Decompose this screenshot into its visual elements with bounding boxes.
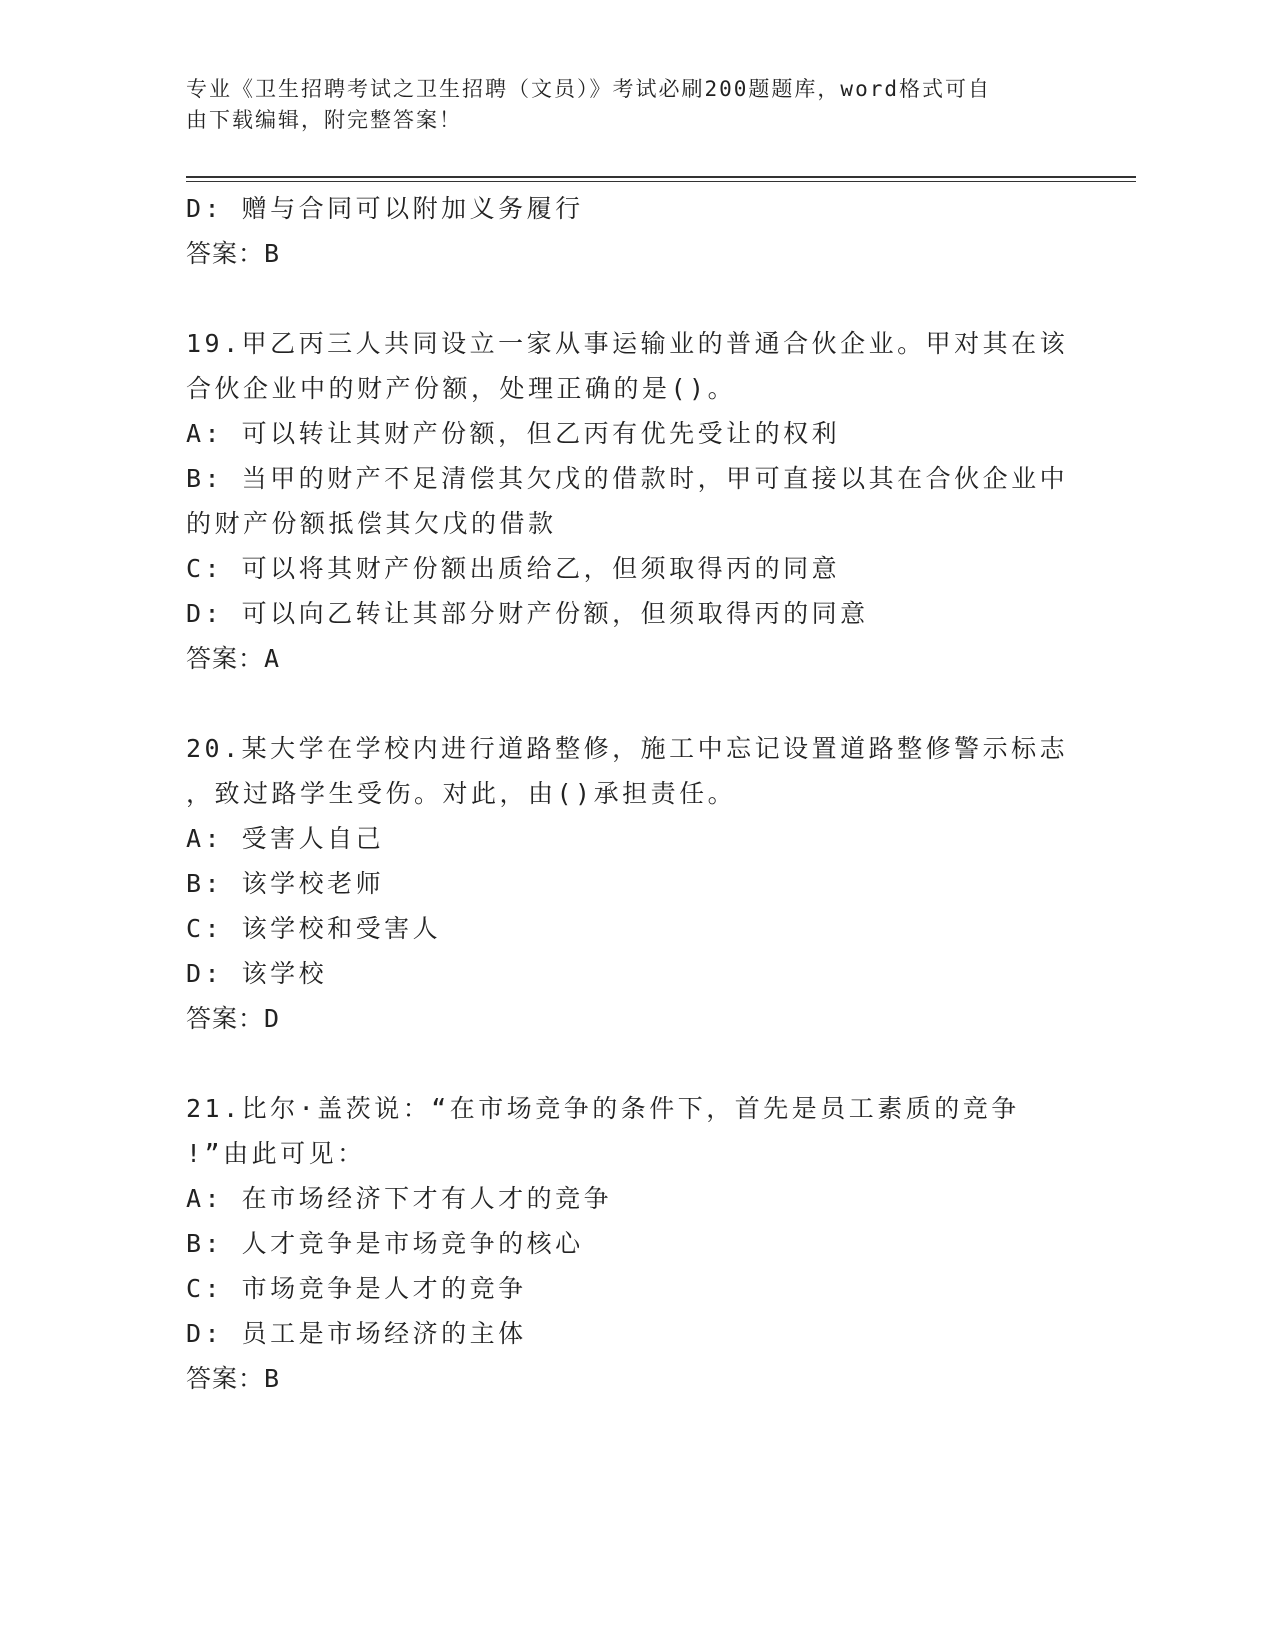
header-line-2: 由下载编辑，附完整答案！ — [186, 108, 462, 132]
answer-line: 答案：A — [186, 644, 281, 673]
option-c: C: 可以将其财产份额出质给乙，但须取得丙的同意 — [186, 554, 841, 583]
option-b: B: 人才竞争是市场竞争的核心 — [186, 1229, 584, 1258]
question-list — [186, 186, 1076, 1401]
option-a: A: 在市场经济下才有人才的竞争 — [186, 1184, 613, 1213]
header-divider-thin — [186, 181, 1136, 182]
spacer — [186, 1041, 1076, 1086]
document-header — [186, 74, 1066, 136]
question-21 — [186, 1086, 1076, 1401]
option-b: B: 该学校老师 — [186, 869, 385, 898]
question-20 — [186, 726, 1076, 1041]
option-d: D: 员工是市场经济的主体 — [186, 1319, 527, 1348]
question-stem: !”由此可见： — [186, 1139, 366, 1168]
question-stem: 19.甲乙丙三人共同设立一家从事运输业的普通合伙企业。甲对其在该 — [186, 329, 1069, 358]
question-stem: ，致过路学生受伤。对此，由()承担责任。 — [186, 779, 737, 808]
question-stem: 21.比尔·盖茨说：“在市场竞争的条件下，首先是员工素质的竞争 — [186, 1094, 1020, 1123]
header-divider-thick — [186, 176, 1136, 178]
spacer — [186, 681, 1076, 726]
answer-line: 答案：D — [186, 1004, 281, 1033]
option-c: C: 市场竞争是人才的竞争 — [186, 1274, 527, 1303]
answer-line: 答案：B — [186, 1364, 281, 1393]
question-stem: 合伙企业中的财产份额，处理正确的是()。 — [186, 374, 737, 403]
option-d: D: 赠与合同可以附加义务履行 — [186, 194, 584, 223]
option-a: A: 受害人自己 — [186, 824, 385, 853]
header-line-1: 专业《卫生招聘考试之卫生招聘（文员）》考试必刷200题题库，word格式可自 — [186, 77, 991, 101]
option-c: C: 该学校和受害人 — [186, 914, 442, 943]
answer-line: 答案：B — [186, 239, 281, 268]
option-b-continued: 的财产份额抵偿其欠戊的借款 — [186, 509, 557, 538]
option-d: D: 该学校 — [186, 959, 328, 988]
question-stem: 20.某大学在学校内进行道路整修，施工中忘记设置道路整修警示标志 — [186, 734, 1069, 763]
option-a: A: 可以转让其财产份额，但乙丙有优先受让的权利 — [186, 419, 841, 448]
previous-question-tail — [186, 186, 1076, 276]
question-19 — [186, 321, 1076, 681]
option-d: D: 可以向乙转让其部分财产份额，但须取得丙的同意 — [186, 599, 869, 628]
option-b: B: 当甲的财产不足清偿其欠戊的借款时，甲可直接以其在合伙企业中 — [186, 464, 1069, 493]
spacer — [186, 276, 1076, 321]
